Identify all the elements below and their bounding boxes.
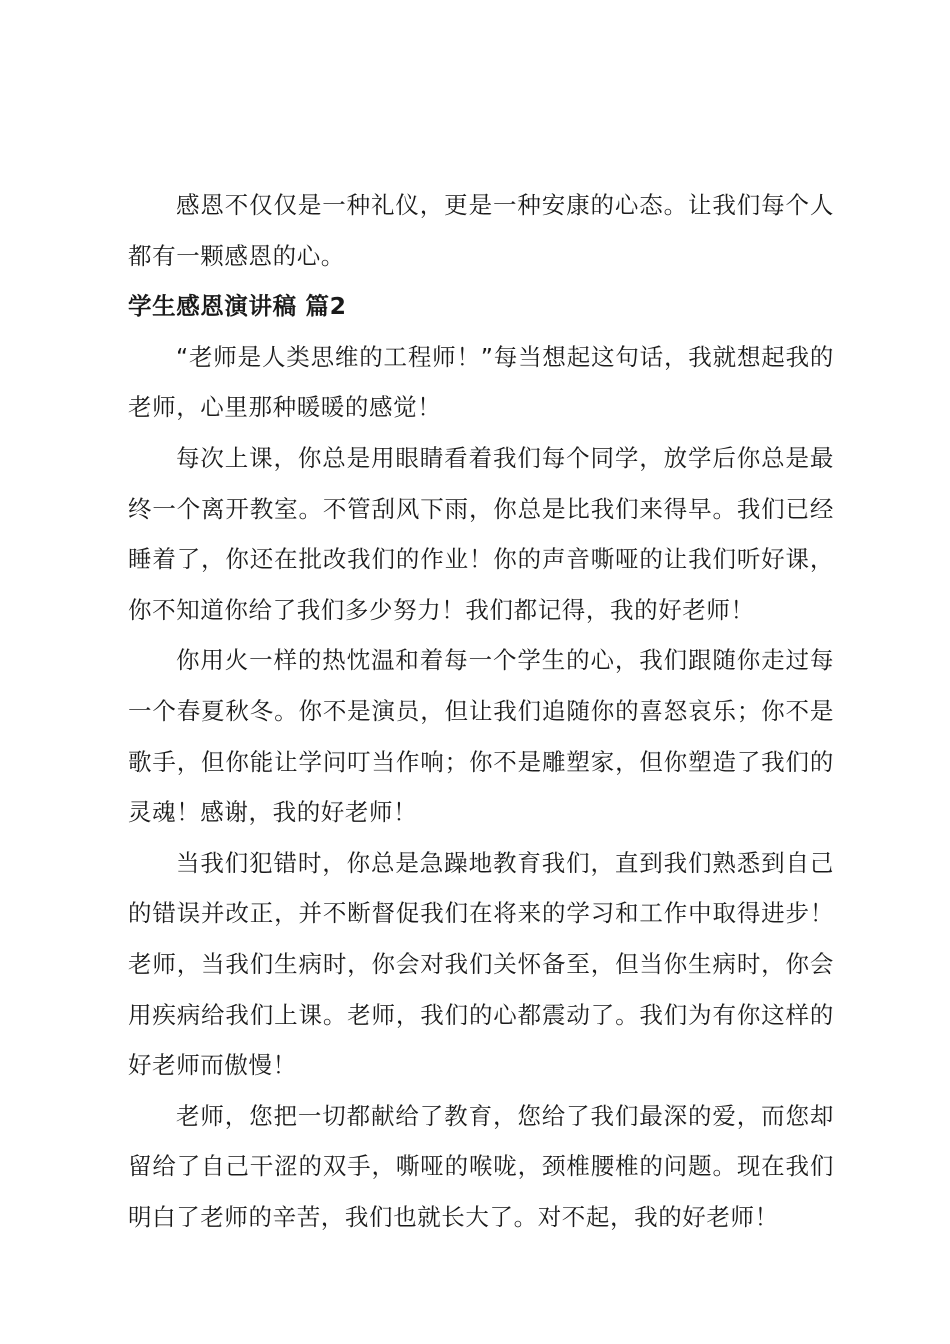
section-heading: 学生感恩演讲稿 篇2: [128, 292, 347, 321]
document-body: [128, 180, 834, 1242]
paragraph: 老师，您把一切都献给了教育，您给了我们最深的爱，而您却留给了自己干涩的双手，嘶哑的喉咙，颈椎腰椎的问题。现在我们明白了老师的辛苦，我们也就长大了。对不起，我的好老师！: [128, 1101, 834, 1231]
paragraph: 当我们犯错时，你总是急躁地教育我们，直到我们熟悉到自己的错误并改正，并不断督促我们在将来的学习和工作中取得进步！老师，当我们生病时，你会对我们关怀备至，但当你生病时，你会用疾病给我们上课。老师，我们的心都震动了。我们为有你这样的好老师而傲慢！: [128, 848, 834, 1080]
paragraph: 感恩不仅仅是一种礼仪，更是一种安康的心态。让我们每个人都有一颗感恩的心。: [128, 191, 834, 270]
paragraph: “老师是人类思维的工程师！”每当想起这句话，我就想起我的老师，心里那种暖暖的感觉！: [128, 342, 834, 422]
paragraph: 每次上课，你总是用眼睛看着我们每个同学，放学后你总是最终一个离开教室。不管刮风下雨，你总是比我们来得早。我们已经睡着了，你还在批改我们的作业！你的声音嘶哑的让我们听好课，你不知道你给了我们多少努力！我们都记得，我的好老师！: [128, 443, 834, 624]
paragraph: 你用火一样的热忱温和着每一个学生的心，我们跟随你走过每一个春夏秋冬。你不是演员，但让我们追随你的喜怒哀乐；你不是歌手，但你能让学问叮当作响；你不是雕塑家，但你塑造了我们的灵魂！感谢，我的好老师！: [128, 646, 834, 827]
